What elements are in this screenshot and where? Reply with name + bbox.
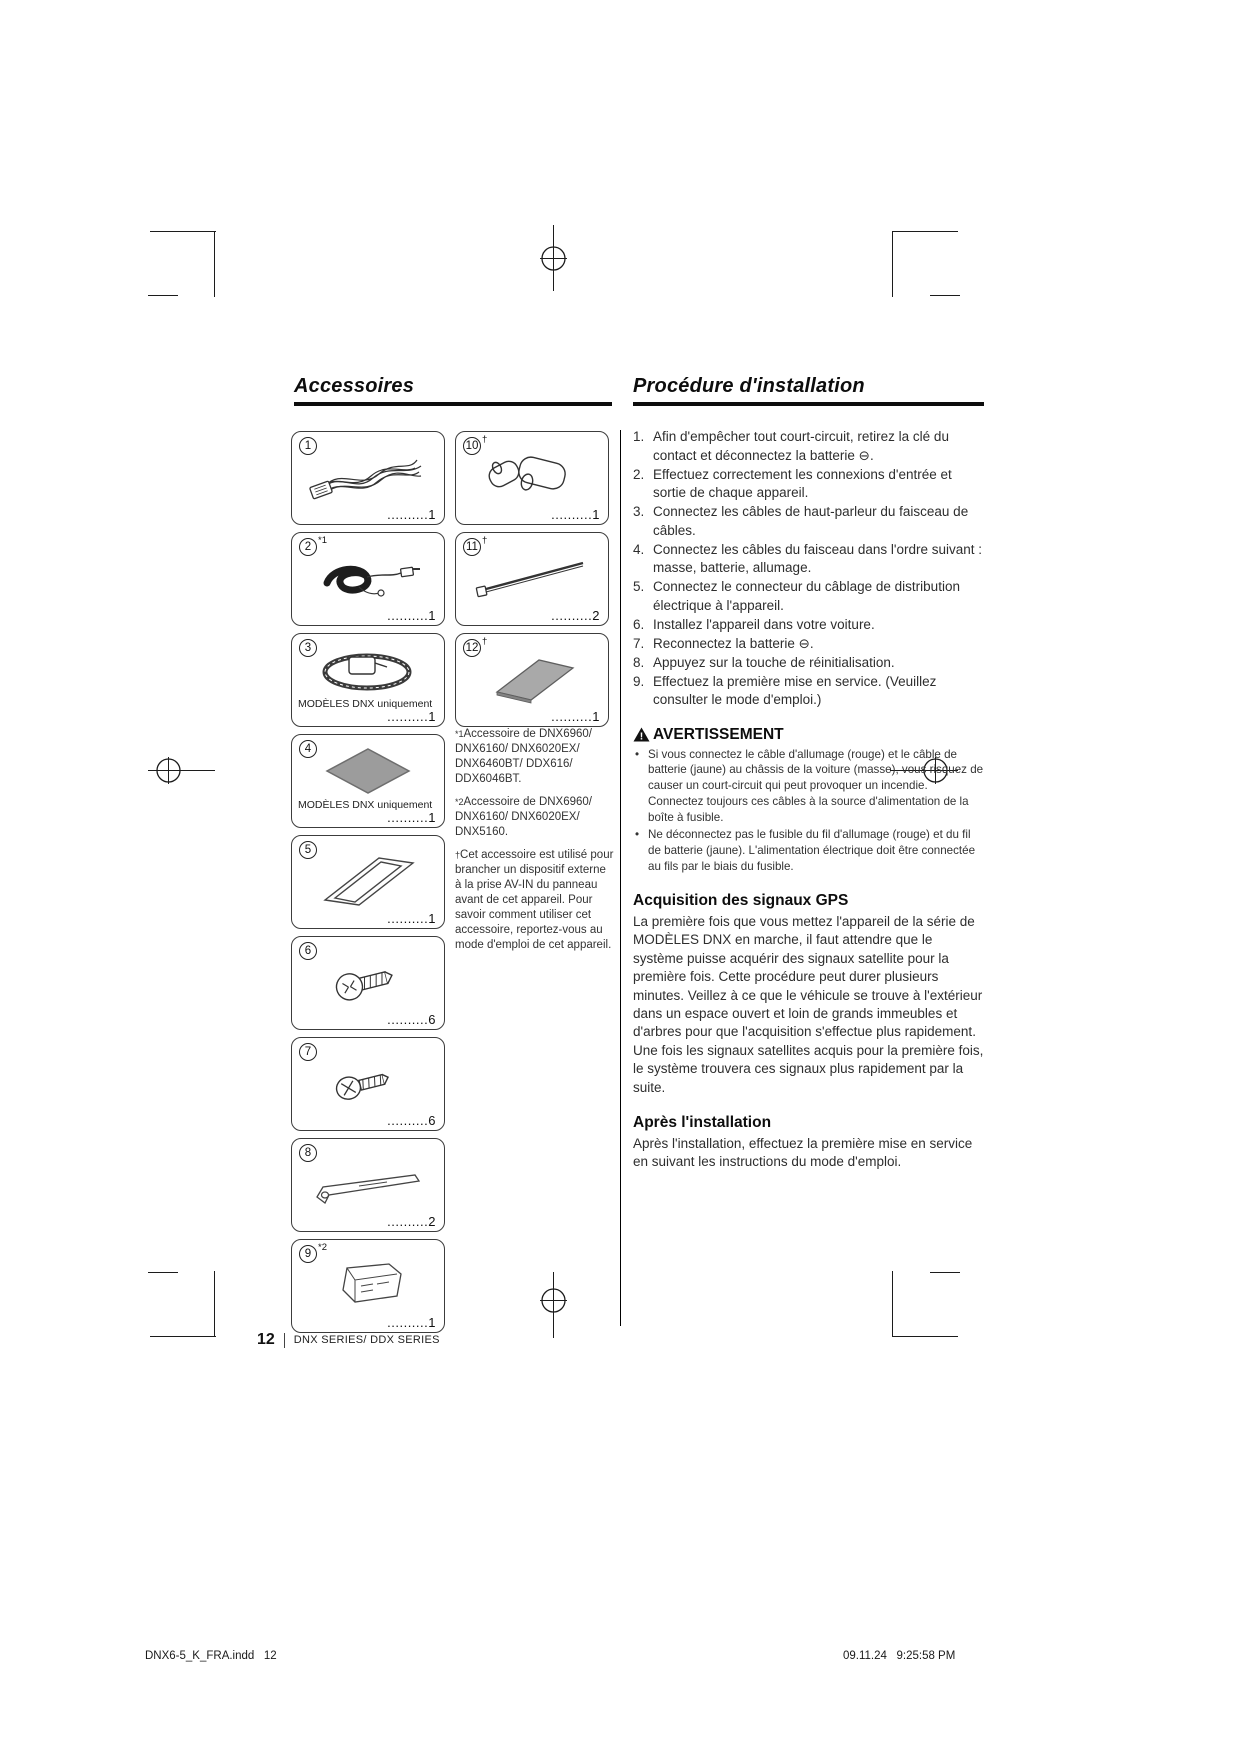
crop-mark-top-right [892,231,893,297]
warning-title: AVERTISSEMENT [653,725,784,743]
accessory-count: ..........2 [387,1214,436,1229]
footnote-text: Cet accessoire est utilisé pour brancher un dispositif externe à la prise AV-IN du panneau avant de cet appareil. Pour savoir comment utiliser cet accessoire, reportez-vous au mode d'emploi de cet appareil. [455,849,614,951]
step-number: 5. [633,579,645,594]
step-text: Effectuez la première mise en service. (Veuillez consulter le mode d'emploi.) [653,673,937,707]
crop-mark-bottom-right [892,1271,893,1337]
installation-procedure [633,428,985,1172]
warning-text: Si vous connectez le câble d'allumage (rouge) et le câble de batterie (jaune) au châssis de la voiture (masse), vous risquez de causer un court-circuit qui peut provoquer un incendie. Connectez toujours ces câbles à la source d'alimentation de la boîte à fusible. [648,747,984,824]
step-text: Connectez les câbles de haut-parleur du faisceau de câbles. [653,504,969,538]
step-number: 6. [633,616,645,632]
footnote-marker: *2 [318,1242,327,1253]
step-number: 8. [633,654,645,670]
page-number: 12 [257,1331,275,1348]
accessories-column-right [455,431,609,734]
accessories-column-left [291,431,445,1340]
svg-text:!: ! [639,730,644,742]
step-text: Afin d'empêcher tout court-circuit, retirez la clé du contact et déconnectez la batterie ⊖. [653,429,949,463]
accessory-count: ..........1 [551,507,600,522]
accessory-number [463,636,488,657]
warning-text: Ne déconnectez pas le fusible du fil d'allumage (rouge) et du fil de batterie (jaune). L'alimentation électrique doit être connectée au fils par le biais du fusible. [648,828,976,874]
step-text: Appuyez sur la touche de réinitialisation. [653,654,895,670]
page-footer [257,1331,440,1349]
footnote-marker: † [482,434,488,445]
accessory-item-2 [291,532,445,626]
accessories-title-rule [294,402,612,406]
step-number: 2. [633,466,645,482]
footer-separator [284,1333,285,1348]
footnote-marker: † [482,535,488,546]
crop-mark-bottom-right [892,1336,958,1337]
crop-mark-bottom-left [150,1336,216,1337]
circled-number: 1 [299,437,317,455]
procedure-step [633,654,985,673]
procedure-step [633,635,985,654]
procedure-step [633,673,985,710]
crop-mark-top-right [930,295,960,296]
after-install-body: Après l'installation, effectuez la première mise en service en suivant les instructions du mode d'emploi. [633,1135,973,1170]
circled-number: 3 [299,639,317,657]
footnote-marker: *2 [455,797,464,807]
footnote-text: Accessoire de DNX6960/ DNX6160/ DNX6020EX/ DNX6460BT/ DDX616/ DDX6046BT. [455,728,592,785]
accessory-number [299,942,318,960]
accessory-item-4 [291,734,445,828]
circled-number: 8 [299,1144,317,1162]
accessory-note: MODÈLES DNX uniquement [298,698,433,710]
circled-number: 5 [299,841,317,859]
circled-number: 9 [299,1245,317,1263]
accessory-item-1 [291,431,445,525]
accessory-number [299,535,327,556]
registration-target-bottom-center [540,1287,567,1314]
warning-triangle-icon [633,727,650,742]
accessory-item-3 [291,633,445,727]
crop-mark-bottom-right [930,1272,960,1273]
accessory-item-9 [291,1239,445,1333]
step-number: 7. [633,635,645,651]
step-text: Connectez le connecteur du câblage de distribution électrique à l'appareil. [653,579,960,613]
step-text: Connectez les câbles du faisceau dans l'ordre suivant : masse, batterie, allumage. [653,541,983,575]
accessory-item-11 [455,532,609,626]
step-text: Reconnectez la batterie ⊖. [653,635,814,651]
procedure-step [633,616,985,635]
accessory-number [299,639,318,657]
step-number: 9. [633,673,645,689]
gps-section-body: La première fois que vous mettez l'appareil de la série de MODÈLES DNX en marche, il faut attendre que le système puisse acquérir des signaux satellite pour la première fois. Cette procédure peut durer plusieurs minutes. Veillez à ce que le véhicule se trouve à l'extérieur dans un espace ouvert et loin de grands immeubles et d'arbres pour que l'acquisition s'effectue plus rapidement. Une fois les signaux satellites acquis pour la première fois, le système trouvera ces signaux plus rapidement par la suite. [633,913,984,1095]
accessory-item-6 [291,936,445,1030]
accessory-number [299,1043,318,1061]
crop-mark-top-left [150,231,216,232]
footnote-marker: † [455,850,461,860]
circled-number: 7 [299,1043,317,1061]
accessory-item-12 [455,633,609,727]
accessory-number [299,437,318,455]
registration-target-top-center [540,245,567,272]
gps-section-title: Acquisition des signaux GPS [633,891,849,909]
after-install-title: Après l'installation [633,1113,772,1131]
accessory-number [463,434,488,455]
step-number: 4. [633,541,645,557]
accessory-count: ..........1 [387,1315,436,1330]
crop-mark-bottom-left [214,1271,215,1337]
series-title: DNX SERIES/ DDX SERIES [293,1334,440,1346]
crop-mark-top-left [148,295,178,296]
circled-number: 12 [463,639,481,657]
circled-number: 10 [463,437,481,455]
accessory-count: ..........1 [551,709,600,724]
procedure-step [633,428,985,465]
accessory-item-5 [291,835,445,929]
footnote-text: Accessoire de DNX6960/ DNX6160/ DNX6020EX/ DNX5160. [455,796,592,838]
bullet-dot: • [635,828,640,842]
step-text: Effectuez correctement les connexions d'entrée et sortie de chaque appareil. [653,466,952,500]
footnote-marker: *1 [455,729,464,739]
crop-mark-top-right [892,231,958,232]
bullet-dot: • [635,747,640,761]
footnote-3 [455,848,615,953]
procedure-step [633,578,985,615]
warning-heading [633,726,985,744]
print-file-name: DNX6-5_K_FRA.indd 12 [145,1650,277,1662]
accessory-count: ..........1 [387,608,436,623]
step-number: 3. [633,504,645,519]
step-text: Installez l'appareil dans votre voiture. [653,616,875,632]
accessory-number [299,841,318,859]
accessory-count: ..........2 [551,608,600,623]
crop-mark-bottom-left [148,1272,178,1273]
registration-target-left-middle [155,757,182,784]
accessory-item-7 [291,1037,445,1131]
print-timestamp: 09.11.24 9:25:58 PM [843,1650,956,1662]
circled-number: 11 [463,538,481,556]
footnote-2 [455,795,615,840]
crop-mark-top-left [214,231,215,297]
accessory-footnotes [455,727,615,961]
procedure-step [633,541,985,578]
accessory-count: ..........1 [387,507,436,522]
installation-title-rule [633,402,984,406]
installation-title: Procédure d'installation [633,375,865,397]
footnote-marker: *1 [318,535,327,546]
accessory-item-8 [291,1138,445,1232]
circled-number: 2 [299,538,317,556]
accessories-title: Accessoires [294,375,415,397]
accessory-item-10 [455,431,609,525]
accessory-count: ..........1 [387,709,436,724]
accessory-count: ..........6 [387,1113,436,1128]
accessory-count: ..........1 [387,911,436,926]
accessory-number [299,1144,318,1162]
step-number: 1. [633,429,645,444]
footnote-marker: † [482,636,488,647]
footnote-1 [455,727,615,787]
column-divider [620,430,621,1326]
accessory-number [299,1242,327,1263]
accessory-number [463,535,488,556]
procedure-step [633,466,985,503]
accessory-note: MODÈLES DNX uniquement [298,799,433,811]
accessory-number [299,740,318,758]
circled-number: 6 [299,942,317,960]
accessory-count: ..........6 [387,1012,436,1027]
accessory-count: ..........1 [387,810,436,825]
warning-bullet [633,747,985,826]
circled-number: 4 [299,740,317,758]
warning-bullet [633,827,985,874]
procedure-step [633,503,985,540]
